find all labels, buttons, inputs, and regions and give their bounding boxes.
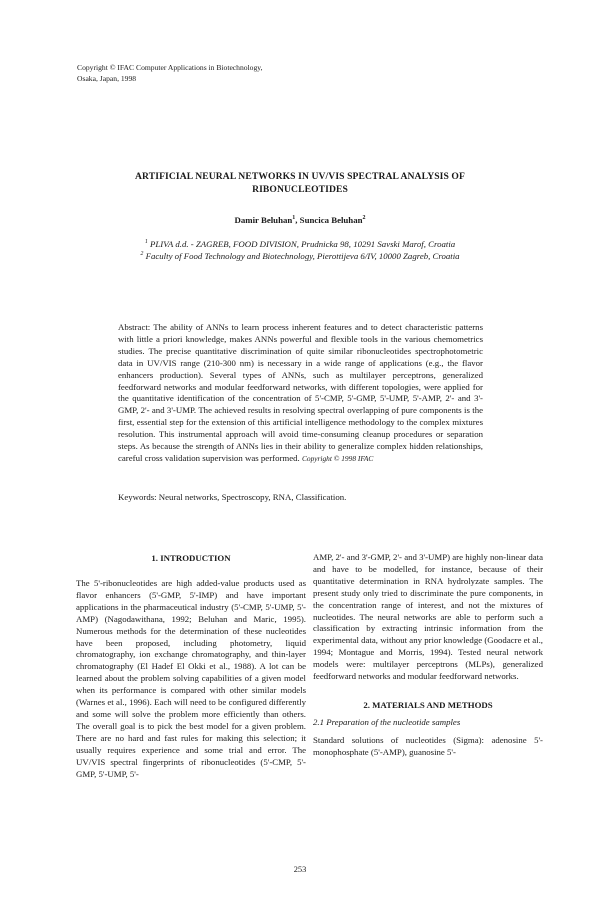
left-column [76, 553, 306, 780]
methods-heading: 2. MATERIALS AND METHODS [363, 699, 493, 710]
abstract [118, 322, 483, 465]
affiliation-2-text: Faculty of Food Technology and Biotechnology, Pierottijeva 6/IV, 10000 Zagreb, Croatia [145, 251, 460, 261]
author-2-mark: 2 [362, 215, 366, 222]
author-1: Damir Beluhan [234, 215, 293, 225]
paper-title: ARTIFICIAL NEURAL NETWORKS IN UV/VIS SPECTRAL ANALYSIS OF RIBONUCLEOTIDES [135, 171, 465, 195]
affiliation-1-text: PLIVA d.d. - ZAGREB, FOOD DIVISION, Prudnicka 98, 10291 Savski Marof, Croatia [150, 239, 456, 249]
right-column [313, 552, 543, 759]
introduction-continuation: AMP, 2'- and 3'-GMP, 2'- and 3'-UMP) are highly non-linear data and have to be modelled, for instance, because of their quantitative determination in RNA hydrolyzate samples. The present study only tried to discriminate the pure components, in the concentration range of interest, and not the mixtures of nucleotides. The neural networks are able to perform such a classification by extracting intrinsic information from the experimental data, without any prior knowledge (Goodacre et al., 1994; Montague and Morris, 1994). Tested neural network models were: multilayer perceptrons (MLPs), generalized feedforward networks and modular feedforward networks. [313, 552, 543, 682]
author-separator: , [295, 215, 300, 225]
affiliation-2-mark: 2 [140, 251, 144, 258]
copyright-line-2: Osaka, Japan, 1998 [77, 74, 137, 83]
methods-subheading: 2.1 Preparation of the nucleotide samples [313, 716, 461, 727]
abstract-copyright: Copyright © 1998 IFAC [301, 453, 374, 463]
keywords: Keywords: Neural networks, Spectroscopy, RNA, Classification. [118, 492, 347, 502]
author-list [100, 214, 500, 226]
author-1-mark: 1 [292, 215, 296, 222]
page-number: 253 [293, 865, 307, 874]
affiliations [60, 238, 540, 262]
copyright-notice [77, 62, 377, 84]
methods-text: Standard solutions of nucleotides (Sigma): adenosine 5'-monophosphate (5'-AMP), guanosine 5'- [313, 734, 543, 757]
affiliation-1 [60, 238, 540, 250]
abstract-text: Abstract: The ability of ANNs to learn process inherent features and to detect characteristic patterns with little a priori knowledge, makes ANNs powerful and flexible tools in the various chemometrics studies. The precise quantitative discrimination of quite similar ribonucleotides spectrophotometric data in UV/VIS range (210-300 nm) is necessary in a wide range of applications (e.g., the flavor enhancers production). Several types of ANNs, such as multilayer perceptrons, generalized feedforward networks and modular feedforward networks, with different topologies, were applied for the quantitative identification of the concentration of 5'-CMP, 5'-GMP, 5'-UMP, 5'-AMP, 2'- and 3'-GMP, 2'- and 3'-UMP. The achieved results in resolving spectral overlapping of pure components is the first, essential step for the extension of this artificial intelligence methodology to the complex mixtures resolution. This instrumental approach will avoid time-consuming cleanup procedures or separation steps. As because the strength of ANNs lies in their ability to generalize complex hidden relationships, careful cross validation supervision was performed. [118, 322, 483, 463]
affiliation-2 [60, 250, 540, 262]
author-2: Suncica Beluhan [299, 215, 363, 225]
introduction-text: The 5'-ribonucleotides are high added-value products used as flavor enhancers (5'-GMP, 5'-IMP) and have important applications in the pharmaceutical industry (5'-CMP, 5'-UMP, 5'-AMP) (Nagodawithana, 1992; Beluhan and Maric, 1995). Numerous methods for the determination of these nucleotides have been proposed, including photometry, liquid chromatography, ion exchange chromatography, and thin-layer chromatography (El Hadef El Okki et al., 1988). A lot can be learned about the problem solving capabilities of a given model when its performance is compared with other similar models (Warnes et al., 1996). Each will need to be configured differently and some will solve the problem more efficiently than others. The overall goal is to pick the best model for a given problem. There are no hard and fast rules for making this selection; it usually requires experience and some trial and error. The UV/VIS spectral fingerprints of ribonucleotides (5'-CMP, 5'-GMP, 5'-UMP, 5'- [76, 578, 306, 779]
copyright-line-1: Copyright © IFAC Computer Applications in Biotechnology, [77, 63, 263, 72]
affiliation-1-mark: 1 [144, 239, 148, 246]
introduction-heading: 1. INTRODUCTION [151, 553, 231, 563]
